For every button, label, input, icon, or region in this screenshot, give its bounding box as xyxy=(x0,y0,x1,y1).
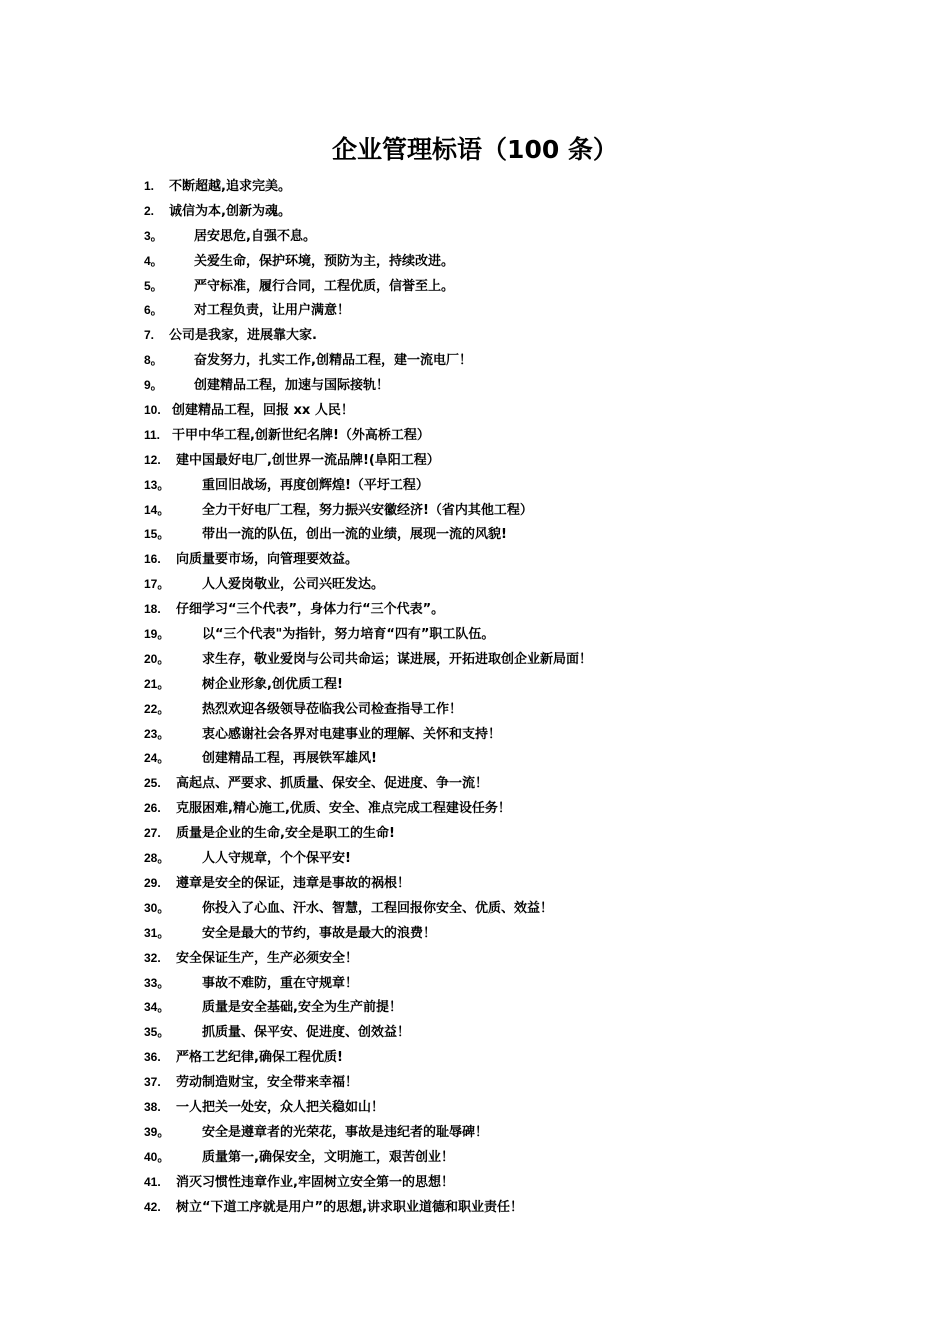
item-number: 36. xyxy=(144,1050,161,1065)
item-number: 9。 xyxy=(144,378,163,393)
item-text: 树立“下道工序就是用户”的思想,讲求职业道德和职业责任！ xyxy=(176,1199,524,1215)
item-number: 41. xyxy=(144,1174,161,1189)
list-item xyxy=(144,971,844,996)
item-text: 创建精品工程，回报 xx 人民！ xyxy=(172,403,354,419)
item-text: 劳动制造财宝，安全带来幸福！ xyxy=(176,1075,359,1091)
item-text: 求生存，敬业爱岗与公司共命运；谋进展，开拓进取创企业新局面！ xyxy=(202,651,593,667)
list-item xyxy=(144,771,844,796)
list-item xyxy=(144,746,844,771)
item-text: 创建精品工程，加速与国际接轨！ xyxy=(194,378,390,394)
item-number: 32. xyxy=(144,950,161,965)
item-text: 树企业形象,创优质工程! xyxy=(202,676,343,692)
item-number: 1. xyxy=(144,179,155,193)
list-item xyxy=(144,1070,844,1095)
item-text: 公司是我家，进展靠大家. xyxy=(169,328,317,344)
item-number: 34。 xyxy=(144,1000,170,1015)
item-number: 10. xyxy=(144,403,161,418)
list-item xyxy=(144,846,844,871)
list-item xyxy=(144,871,844,896)
item-number: 30。 xyxy=(144,900,170,915)
item-text: 抓质量、保平安、促进度、创效益！ xyxy=(202,1025,411,1041)
item-number: 42. xyxy=(144,1199,161,1214)
item-number: 22。 xyxy=(144,701,170,716)
item-number: 12. xyxy=(144,452,161,467)
item-text: 不断超越,追求完美。 xyxy=(169,179,291,194)
list-item xyxy=(144,199,844,224)
item-number: 6。 xyxy=(144,303,163,318)
list-item xyxy=(144,1145,844,1170)
list-item xyxy=(144,647,844,672)
item-text: 建中国最好电厂,创世界一流品牌!(阜阳工程） xyxy=(176,452,440,468)
item-number: 17。 xyxy=(144,577,170,592)
item-text: 奋发努力，扎实工作,创精品工程，建一流电厂！ xyxy=(194,353,472,369)
item-text: 对工程负责，让用户满意！ xyxy=(194,303,351,319)
item-number: 16. xyxy=(144,552,161,567)
item-text: 仔细学习“三个代表”，身体力行“三个代表”。 xyxy=(176,602,445,618)
item-number: 35。 xyxy=(144,1025,170,1040)
item-text: 衷心感谢社会各界对电建事业的理解、关怀和支持！ xyxy=(202,726,502,742)
list-item xyxy=(144,547,844,572)
list-item xyxy=(144,697,844,722)
item-text: 带出一流的队伍，创出一流的业绩，展现一流的风貌! xyxy=(202,527,507,543)
list-item xyxy=(144,896,844,921)
item-text: 安全是最大的节约，事故是最大的浪费！ xyxy=(202,925,437,941)
list-item xyxy=(144,946,844,971)
item-number: 8。 xyxy=(144,353,163,368)
item-text: 居安思危,自强不息。 xyxy=(194,228,316,244)
item-text: 重回旧战场，再度创辉煌!（平圩工程） xyxy=(202,477,429,493)
item-number: 29. xyxy=(144,875,161,890)
list-item xyxy=(144,1020,844,1045)
list-item xyxy=(144,572,844,597)
item-number: 39。 xyxy=(144,1124,170,1139)
item-text: 全力干好电厂工程，努力振兴安徽经济!（省内其他工程） xyxy=(202,502,533,518)
list-item xyxy=(144,1195,844,1220)
item-text: 消灭习惯性违章作业,牢固树立安全第一的思想！ xyxy=(176,1174,454,1190)
list-item xyxy=(144,274,844,299)
item-text: 热烈欢迎各级领导莅临我公司检查指导工作！ xyxy=(202,701,463,717)
item-number: 19。 xyxy=(144,627,170,642)
list-item xyxy=(144,473,844,498)
item-number: 13。 xyxy=(144,477,170,492)
item-number: 31。 xyxy=(144,925,170,940)
list-item xyxy=(144,921,844,946)
list-item xyxy=(144,1095,844,1120)
item-text: 人人守规章，个个保平安! xyxy=(202,851,351,867)
item-number: 18. xyxy=(144,602,161,617)
item-number: 23。 xyxy=(144,726,170,741)
item-number: 4。 xyxy=(144,253,163,268)
item-number: 11. xyxy=(144,427,161,442)
item-number: 20。 xyxy=(144,651,170,666)
item-number: 5。 xyxy=(144,278,163,293)
list-item xyxy=(144,398,844,423)
item-text: 质量是安全基础,安全为生产前提！ xyxy=(202,1000,402,1016)
list-item xyxy=(144,1120,844,1145)
item-text: 安全是遵章者的光荣花，事故是违纪者的耻辱碑！ xyxy=(202,1124,489,1140)
item-number: 2. xyxy=(144,203,155,218)
list-item xyxy=(144,448,844,473)
item-text: 严格工艺纪律,确保工程优质! xyxy=(176,1050,343,1066)
item-number: 3。 xyxy=(144,228,163,243)
list-item xyxy=(144,348,844,373)
item-text: 你投入了心血、汗水、智慧，工程回报你安全、优质、效益！ xyxy=(202,900,554,916)
item-text: 安全保证生产，生产必须安全！ xyxy=(176,950,359,966)
document-title: 企业管理标语（100 条） xyxy=(332,135,618,164)
list-item xyxy=(144,224,844,249)
item-number: 33。 xyxy=(144,975,170,990)
list-item xyxy=(144,249,844,274)
item-number: 7. xyxy=(144,328,155,343)
item-text: 事故不难防，重在守规章！ xyxy=(202,975,359,991)
item-text: 一人把关一处安，众人把关稳如山！ xyxy=(176,1099,385,1115)
list-item xyxy=(144,1045,844,1070)
item-text: 以“三个代表"为指针，努力培育“四有”职工队伍。 xyxy=(202,627,495,643)
item-text: 创建精品工程，再展铁军雄风! xyxy=(202,751,377,767)
item-number: 27. xyxy=(144,826,161,841)
item-text: 质量是企业的生命,安全是职工的生命! xyxy=(176,826,395,842)
list-item xyxy=(144,373,844,398)
list-item xyxy=(144,423,844,448)
item-text: 干甲中华工程,创新世纪名牌!（外高桥工程） xyxy=(172,427,430,443)
list-item xyxy=(144,174,844,199)
list-item xyxy=(144,821,844,846)
list-item xyxy=(144,298,844,323)
list-item xyxy=(144,498,844,523)
item-number: 21。 xyxy=(144,676,170,691)
item-number: 28。 xyxy=(144,851,170,866)
item-number: 14。 xyxy=(144,502,170,517)
item-text: 严守标准，履行合同，工程优质，信誉至上。 xyxy=(194,278,455,294)
list-item xyxy=(144,796,844,821)
item-text: 人人爱岗敬业，公司兴旺发达。 xyxy=(202,577,385,593)
item-number: 15。 xyxy=(144,527,170,542)
item-text: 质量第一,确保安全，文明施工，艰苦创业！ xyxy=(202,1149,454,1165)
item-number: 25. xyxy=(144,776,161,791)
item-number: 26. xyxy=(144,801,161,816)
item-number: 24。 xyxy=(144,751,170,766)
item-text: 向质量要市场，向管理要效益。 xyxy=(176,552,359,568)
list-item xyxy=(144,622,844,647)
item-text: 诚信为本,创新为魂。 xyxy=(169,203,291,219)
item-number: 37. xyxy=(144,1075,161,1090)
item-text: 高起点、严要求、抓质量、保安全、促进度、争一流！ xyxy=(176,776,489,792)
item-text: 遵章是安全的保证，违章是事故的祸根！ xyxy=(176,875,411,891)
item-text: 关爱生命，保护环境，预防为主，持续改进。 xyxy=(194,253,455,269)
list-item xyxy=(144,995,844,1020)
list-item xyxy=(144,722,844,747)
list-item xyxy=(144,522,844,547)
list-item xyxy=(144,597,844,622)
list-item xyxy=(144,323,844,348)
item-number: 38. xyxy=(144,1099,161,1114)
slogan-list xyxy=(144,174,844,1219)
item-number: 40。 xyxy=(144,1149,170,1164)
list-item xyxy=(144,672,844,697)
item-text: 克服困难,精心施工,优质、安全、准点完成工程建设任务！ xyxy=(176,801,511,817)
list-item xyxy=(144,1170,844,1195)
